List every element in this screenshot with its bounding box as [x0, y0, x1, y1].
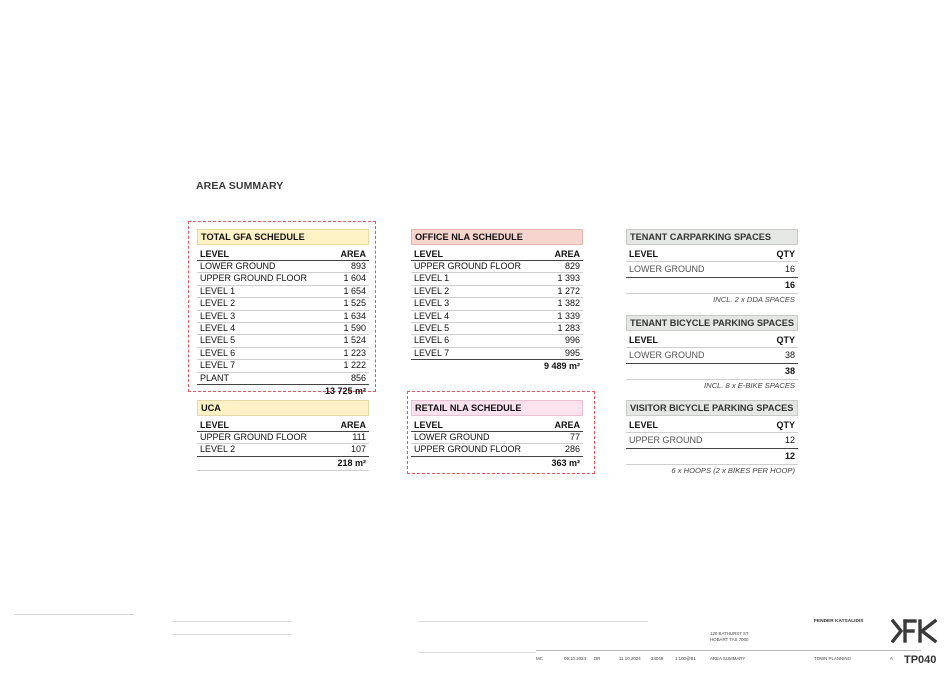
- column-area: AREA: [554, 249, 580, 259]
- column-qty: QTY: [776, 335, 795, 345]
- column-level: LEVEL: [414, 420, 444, 430]
- table-row: [411, 298, 583, 310]
- row-qty: 16: [784, 264, 795, 274]
- total-value: 16: [784, 280, 795, 291]
- total-gfa-table: [197, 229, 369, 398]
- table-column-header: [411, 248, 583, 261]
- project-address-line-2: HOBART TAS 7000: [710, 637, 749, 642]
- table-title: VISITOR BICYCLE PARKING SPACES: [626, 400, 798, 416]
- table-row: [411, 348, 583, 360]
- table-row: [197, 323, 369, 335]
- total-value: 38: [784, 366, 795, 377]
- column-area: AREA: [340, 420, 366, 430]
- firm-name: FENDER KATSALIDIS: [814, 619, 864, 624]
- row-level: LEVEL 5: [414, 322, 450, 333]
- row-area: 829: [564, 261, 580, 271]
- table-row: [197, 444, 369, 456]
- revision-value: A: [890, 656, 893, 661]
- table-column-header: [626, 419, 798, 433]
- row-level: PLANT: [200, 372, 230, 383]
- project-address-line-1: 120 BATHURST ST: [710, 631, 749, 636]
- row-level: UPPER GROUND FLOOR: [414, 444, 522, 455]
- total-value: 363 m²: [551, 457, 580, 468]
- row-area: 107: [350, 444, 366, 455]
- table-title: TENANT CARPARKING SPACES: [626, 229, 798, 245]
- table-column-header: [626, 248, 798, 262]
- row-area: 1 393: [557, 273, 580, 284]
- title-block: [14, 612, 944, 670]
- table-title: TOTAL GFA SCHEDULE: [197, 229, 369, 245]
- table-row: [411, 261, 583, 273]
- drawing-title-value: AREA SUMMARY: [710, 656, 746, 661]
- table-total: [626, 278, 798, 294]
- row-level: LEVEL 1: [200, 285, 236, 296]
- table-total: [626, 364, 798, 380]
- table-column-header: [626, 334, 798, 348]
- row-level: LEVEL 4: [200, 322, 236, 333]
- table-row: [197, 335, 369, 347]
- row-level: LEVEL 5: [200, 335, 236, 346]
- date-value: 09.10.2024: [564, 656, 586, 661]
- row-level: LEVEL 6: [200, 347, 236, 358]
- column-qty: QTY: [776, 249, 795, 259]
- row-level: UPPER GROUND FLOOR: [200, 432, 308, 442]
- row-level: LEVEL 2: [200, 444, 236, 455]
- row-level: LOWER GROUND: [629, 264, 705, 274]
- total-value: 12: [784, 451, 795, 462]
- uca-table: [197, 400, 369, 471]
- column-area: AREA: [554, 420, 580, 430]
- column-level: LEVEL: [629, 420, 659, 430]
- row-area: 1 272: [557, 285, 580, 296]
- visitor-bicycle-table: [626, 400, 798, 476]
- job-number-value: 24049: [651, 656, 664, 661]
- table-note: INCL. 8 x E-BIKE SPACES: [703, 381, 795, 391]
- scale-value: 1:100@B1: [675, 656, 696, 661]
- row-area: 1 590: [343, 322, 366, 333]
- row-area: 893: [350, 261, 366, 271]
- table-row: [411, 432, 583, 444]
- column-qty: QTY: [776, 420, 795, 430]
- row-level: LEVEL 3: [200, 310, 236, 321]
- table-total: [197, 385, 369, 398]
- row-area: 1 222: [343, 360, 366, 371]
- row-area: 1 524: [343, 335, 366, 346]
- row-level: UPPER GROUND FLOOR: [200, 273, 308, 284]
- table-row: [197, 286, 369, 298]
- row-area: 1 339: [557, 310, 580, 321]
- row-area: 1 604: [343, 273, 366, 284]
- table-row: [411, 335, 583, 347]
- table-column-header: [197, 248, 369, 261]
- row-area: 1 223: [343, 347, 366, 358]
- table-row: [197, 298, 369, 310]
- row-level: LEVEL 3: [414, 298, 450, 309]
- table-row: [411, 273, 583, 285]
- row-level: LEVEL 2: [200, 298, 236, 309]
- row-area: 1 283: [557, 322, 580, 333]
- table-row: [197, 261, 369, 273]
- row-level: LEVEL 1: [414, 273, 450, 284]
- total-value: 13 725 m²: [324, 385, 366, 396]
- row-area: 1 382: [557, 298, 580, 309]
- row-area: 995: [564, 347, 580, 358]
- row-area: 856: [350, 372, 366, 383]
- retail-nla-table: [411, 400, 583, 470]
- fk-logo-icon: [891, 618, 941, 644]
- column-level: LEVEL: [629, 335, 659, 345]
- total-value: 218 m²: [337, 457, 366, 468]
- row-area: 286: [564, 444, 580, 455]
- office-nla-table: [411, 229, 583, 373]
- row-level: UPPER GROUND: [629, 435, 703, 445]
- table-column-header: [411, 419, 583, 432]
- column-level: LEVEL: [200, 420, 230, 430]
- row-level: LOWER GROUND: [629, 350, 705, 360]
- row-qty: 12: [784, 435, 795, 445]
- column-level: LEVEL: [414, 249, 444, 259]
- table-title: UCA: [197, 400, 369, 416]
- table-title: RETAIL NLA SCHEDULE: [411, 400, 583, 416]
- row-level: LEVEL 2: [414, 285, 450, 296]
- column-level: LEVEL: [629, 249, 659, 259]
- table-row: [197, 311, 369, 323]
- table-row: [411, 444, 583, 456]
- row-area: 1 525: [343, 298, 366, 309]
- table-total: [411, 360, 583, 373]
- row-area: 111: [352, 432, 366, 442]
- table-row: [197, 348, 369, 360]
- drawing-number: TP040: [904, 654, 937, 666]
- row-level: LOWER GROUND: [414, 432, 490, 442]
- table-row: [626, 433, 798, 449]
- plot-date-value: 11.10.2024: [619, 656, 641, 661]
- table-total: [197, 457, 369, 471]
- row-area: 77: [569, 432, 580, 442]
- row-qty: 38: [784, 350, 795, 360]
- row-level: UPPER GROUND FLOOR: [414, 261, 522, 271]
- table-row: [626, 262, 798, 278]
- table-row: [197, 373, 369, 385]
- table-row: [197, 360, 369, 372]
- row-area: 1 634: [343, 310, 366, 321]
- table-row: [626, 348, 798, 364]
- fineprint-lines: [14, 614, 134, 617]
- column-area: AREA: [340, 249, 366, 259]
- title-block-divider: [536, 650, 921, 651]
- firm-logo: [891, 618, 941, 644]
- revision-table-lines: [172, 621, 292, 635]
- row-level: LEVEL 6: [414, 335, 450, 346]
- table-row: [197, 432, 369, 444]
- tenant-carparking-table: [626, 229, 798, 305]
- row-level: LEVEL 7: [414, 347, 450, 358]
- row-level: LOWER GROUND: [200, 261, 276, 271]
- notes-block-lines: [418, 621, 536, 653]
- row-area: 996: [564, 335, 580, 346]
- table-note: 6 x HOOPS (2 x BIKES PER HOOP): [671, 466, 795, 476]
- table-total: [411, 457, 583, 470]
- table-note: INCL. 2 x DDA SPACES: [713, 295, 795, 305]
- row-level: LEVEL 4: [414, 310, 450, 321]
- row-area: 1 654: [343, 285, 366, 296]
- table-row: [411, 323, 583, 335]
- issue-purpose-value: TOWN PLANNING: [814, 656, 851, 661]
- column-level: LEVEL: [200, 249, 230, 259]
- checked-value: DR: [594, 656, 601, 661]
- tenant-bicycle-table: [626, 315, 798, 391]
- table-row: [197, 273, 369, 285]
- table-total: [626, 449, 798, 465]
- page-title: AREA SUMMARY: [196, 180, 284, 192]
- table-row: [411, 286, 583, 298]
- table-title: OFFICE NLA SCHEDULE: [411, 229, 583, 245]
- total-value: 9 489 m²: [543, 361, 580, 372]
- table-row: [411, 311, 583, 323]
- table-column-header: [197, 419, 369, 432]
- drawn-value: MC: [536, 656, 543, 661]
- general-notes-lines: [536, 621, 648, 651]
- row-level: LEVEL 7: [200, 360, 236, 371]
- table-title: TENANT BICYCLE PARKING SPACES: [626, 315, 798, 331]
